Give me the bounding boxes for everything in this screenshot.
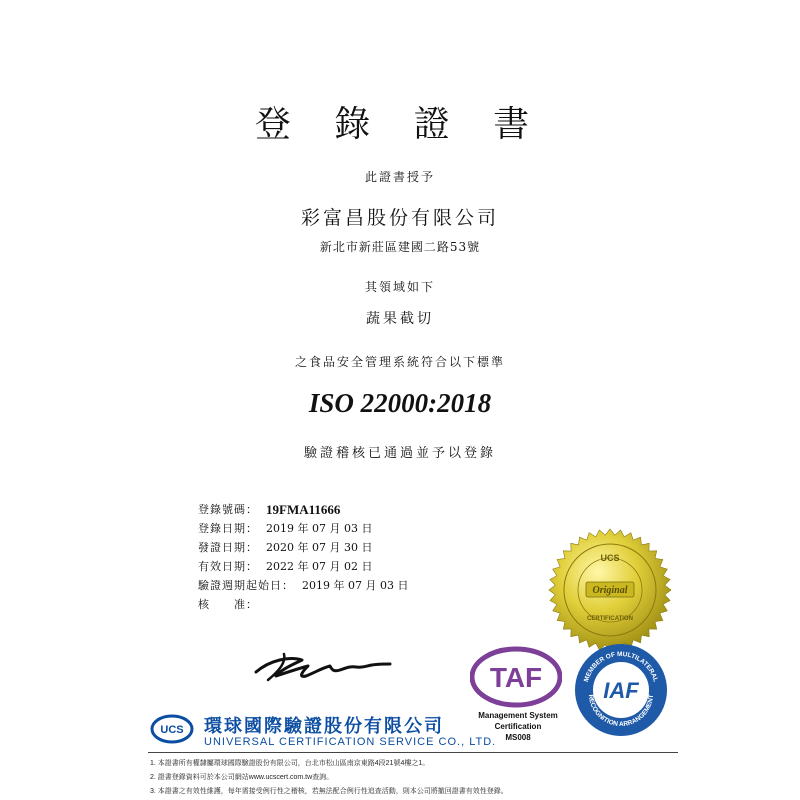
standard-name: ISO 22000:2018 xyxy=(308,388,492,418)
iaf-logo-text: IAF xyxy=(603,678,639,703)
gold-seal-icon xyxy=(548,528,672,652)
verification-statement: 驗證稽核已通過並予以登錄 xyxy=(303,446,496,461)
registration-date: 2019 年 07 月 03 日 xyxy=(266,522,373,535)
iaf-logo-icon xyxy=(573,642,669,738)
detail-label: 登錄日期： xyxy=(198,522,258,535)
detail-label: 驗證週期起始日： xyxy=(198,579,294,592)
cycle-start-date: 2019 年 07 月 03 日 xyxy=(302,579,409,592)
detail-row-registration-number xyxy=(198,500,408,519)
footer-note: 2. 證書登錄資料可於本公司網站www.ucscert.com.tw查詢。 xyxy=(150,774,334,781)
ucs-logo-icon xyxy=(150,714,194,744)
ucs-logo-text: UCS xyxy=(160,724,184,736)
detail-row-cycle-start xyxy=(198,576,408,595)
detail-row-registration-date xyxy=(198,519,408,538)
footer-notes xyxy=(150,757,508,799)
signature-icon xyxy=(250,642,400,688)
issuer-name-english: UNIVERSAL CERTIFICATION SERVICE CO., LTD. xyxy=(204,736,497,748)
seal-center-text: Original xyxy=(592,585,628,596)
detail-label: 登錄號碼： xyxy=(198,503,258,516)
detail-label: 發證日期： xyxy=(198,541,258,554)
detail-row-expiry-date xyxy=(198,557,408,576)
taf-logo-icon xyxy=(470,646,562,708)
issue-date: 2020 年 07 月 30 日 xyxy=(266,541,373,554)
expiry-date: 2022 年 07 月 02 日 xyxy=(266,560,373,573)
certificate-title: 登 錄 證 書 xyxy=(254,104,546,145)
iaf-ring-top-text: MEMBER OF MULTILATERAL xyxy=(583,650,659,683)
taf-logo-text: TAF xyxy=(489,662,543,693)
granted-to-label: 此證書授予 xyxy=(364,170,435,184)
footer-divider xyxy=(148,752,678,753)
taf-caption-line: Management System xyxy=(478,711,558,720)
scope-heading: 其領域如下 xyxy=(364,280,435,294)
company-name: 彩富昌股份有限公司 xyxy=(300,207,499,229)
detail-label: 有效日期： xyxy=(198,560,258,573)
standard-heading: 之食品安全管理系統符合以下標準 xyxy=(294,355,505,369)
footer-note: 1. 本證書所有權隸屬環球國際驗證股份有限公司，台北市松山區南京東路4段21號4樓之1。 xyxy=(150,760,430,767)
seal-ring-text: CERTIFICATION xyxy=(587,616,633,622)
seal-top-text: UCS xyxy=(600,553,620,563)
detail-row-issue-date xyxy=(198,538,408,557)
issuer-name-chinese: 環球國際驗證股份有限公司 xyxy=(204,716,444,736)
footer-note: 3. 本證書之有效性維護，每年需接受例行性之稽核，若無法配合例行性追查活動，則本公司將撤回證書有效性登錄。 xyxy=(150,788,508,795)
registration-number: 19FMA11666 xyxy=(266,502,341,517)
taf-caption-line: MS008 xyxy=(505,733,531,742)
detail-label: 核 准： xyxy=(198,598,258,611)
registration-details xyxy=(198,500,408,614)
scope-text: 蔬果截切 xyxy=(366,311,434,327)
taf-caption-line: Certification xyxy=(494,722,542,731)
company-address: 新北市新莊區建國二路53號 xyxy=(319,240,481,254)
detail-row-approval xyxy=(198,595,408,614)
iaf-ring-bottom-text: RECOGNITION ARRANGEMENT xyxy=(586,694,656,729)
